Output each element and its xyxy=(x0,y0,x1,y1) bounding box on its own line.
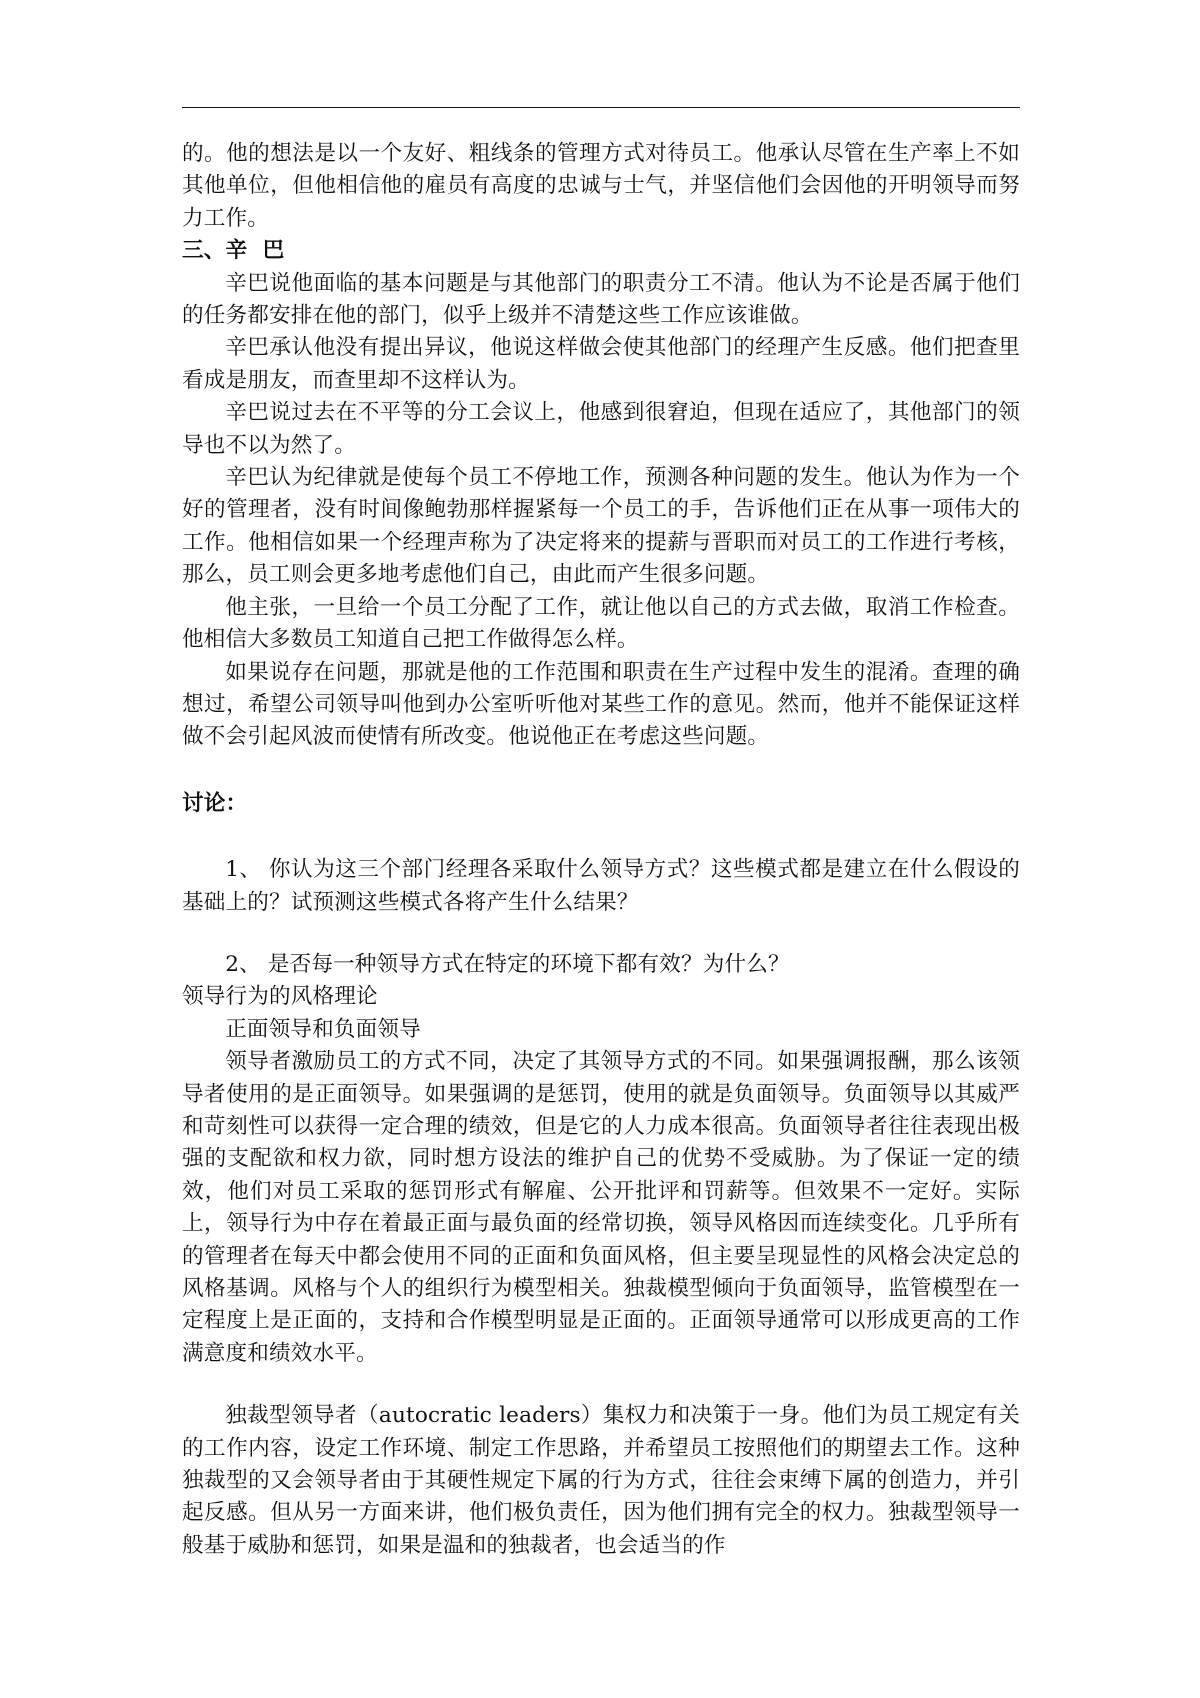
continuation-paragraph: 的。他的想法是以一个友好、粗线条的管理方式对待员工。他承认尽管在生产率上不如其他单位，但他相信他的雇员有高度的忠诚与士气，并坚信他们会因他的开明领导而努力工作。 xyxy=(182,141,1020,231)
theory-heading: 领导行为的风格理论 xyxy=(182,984,378,1010)
section-paragraph-2: 辛巴承认他没有提出异议，他说这样做会使其他部门的经理产生反感。他们把查里看成是朋友，而查里却不这样认为。 xyxy=(182,335,1020,393)
question-1: 1、 你认为这三个部门经理各采取什么领导方式？这些模式都是建立在什么假设的基础上的？试预测这些模式各将产生什么结果？ xyxy=(182,857,1020,915)
document-body xyxy=(182,138,1020,1562)
spacer xyxy=(182,754,1020,788)
autocratic-paragraph: 独裁型领导者（autocratic leaders）集权力和决策于一身。他们为员工规定有关的工作内容，设定工作环境、制定工作思路，并希望员工按照他们的期望去工作。这种独裁型的又会领导者由于其硬性规定下属的行为方式，往往会束缚下属的创造力，并引起反感。但从另一方面来讲，他们极负责任，因为他们拥有完全的权力。独裁型领导一般基于威胁和惩罚，如果是温和的独裁者，也会适当的作 xyxy=(182,1403,1020,1558)
discussion-heading: 讨论： xyxy=(182,790,248,816)
spacer xyxy=(182,820,1020,854)
section-paragraph-6: 如果说存在问题，那就是他的工作范围和职责在生产过程中发生的混淆。查理的确想过，希望公司领导叫他到办公室听听他对某些工作的意见。然而，他并不能保证这样做不会引起风波而使情有所改变。他说他正在考虑这些问题。 xyxy=(182,659,1020,750)
spacer xyxy=(182,1370,1020,1400)
question-2: 2、 是否每一种领导方式在特定的环境下都有效？为什么？ xyxy=(225,951,790,977)
header-rule xyxy=(182,107,1020,108)
section-heading: 三、辛 巴 xyxy=(182,238,285,264)
section-paragraph-1: 辛巴说他面临的基本问题是与其他部门的职责分工不清。他认为不论是否属于他们的任务都安排在他的部门，似乎上级并不清楚这些工作应该谁做。 xyxy=(182,270,1020,329)
section-paragraph-4: 辛巴认为纪律就是使每个员工不停地工作，预测各种问题的发生。他认为作为一个好的管理者，没有时间像鲍勃那样握紧每一个员工的手，告诉他们正在从事一项伟大的工作。他相信如果一个经理声称为了决定将来的提薪与晋职而对员工的工作进行考核，那么，员工则会更多地考虑他们自己，由此而产生很多问题。 xyxy=(182,465,1020,588)
spacer xyxy=(182,919,1020,949)
subsection-heading: 正面领导和负面领导 xyxy=(225,1016,421,1042)
section-paragraph-5: 他主张，一旦给一个员工分配了工作，就让他以自己的方式去做，取消工作检查。他相信大多数员工知道自己把工作做得怎么样。 xyxy=(182,594,1020,653)
section-paragraph-3: 辛巴说过去在不平等的分工会议上，他感到很窘迫，但现在适应了，其他部门的领导也不以为然了。 xyxy=(182,400,1020,458)
theory-paragraph: 领导者激励员工的方式不同，决定了其领导方式的不同。如果强调报酬，那么该领导者使用的是正面领导。如果强调的是惩罚，使用的就是负面领导。负面领导以其威严和苛刻性可以获得一定合理的绩效，但是它的人力成本很高。负面领导者往往表现出极强的支配欲和权力欲，同时想方设法的维护自己的优势不受威胁。为了保证一定的绩效，他们对员工采取的惩罚形式有解雇、公开批评和罚薪等。但效果不一定好。实际上，领导行为中存在着最正面与最负面的经常切换，领导风格因而连续变化。几乎所有的管理者在每天中都会使用不同的正面和负面风格，但主要呈现显性的风格会决定总的风格基调。风格与个人的组织行为模型相关。独裁模型倾向于负面领导，监管模型在一定程度上是正面的，支持和合作模型明显是正面的。正面领导通常可以形成更高的工作满意度和绩效水平。 xyxy=(182,1049,1020,1366)
